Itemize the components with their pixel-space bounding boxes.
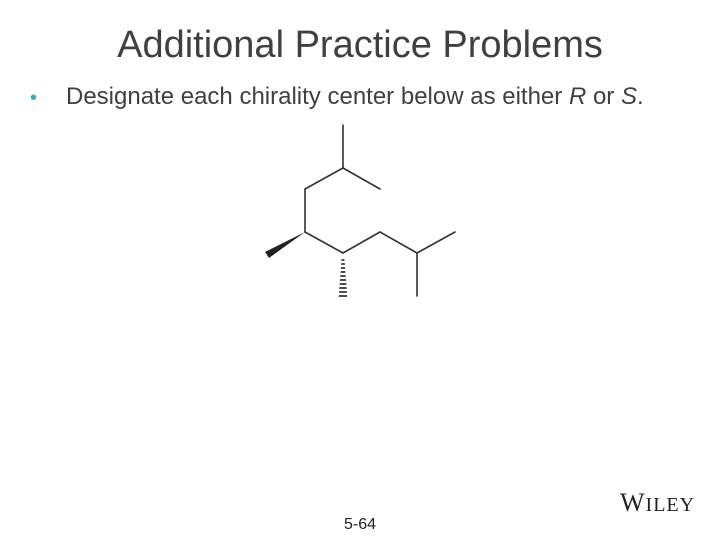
or-text: or — [586, 83, 621, 110]
hashed-wedge-bond — [339, 260, 347, 296]
instruction-period: . — [636, 83, 644, 110]
instruction-text: Designate each chirality center below as either — [66, 83, 569, 110]
bullet-dot-icon: • — [30, 87, 38, 109]
wiley-logo — [620, 488, 695, 518]
logo-first-letter: W — [620, 488, 646, 517]
bond-top-to-ch2 — [305, 168, 343, 189]
wedge-bond — [265, 232, 305, 258]
logo-rest: ILEY — [645, 494, 696, 516]
bond-c1-to-c2 — [305, 232, 343, 253]
bond-ch2-to-ch — [380, 232, 417, 253]
r-label: R — [568, 83, 587, 110]
bond-top-right-methyl — [343, 168, 380, 189]
slide-title: Additional Practice Problems — [117, 24, 603, 66]
slide-number: 5-64 — [343, 516, 377, 533]
s-label: S — [620, 83, 637, 110]
bond-ch-to-methyl-right — [417, 232, 455, 253]
bond-c2-to-ch2 — [343, 232, 380, 253]
